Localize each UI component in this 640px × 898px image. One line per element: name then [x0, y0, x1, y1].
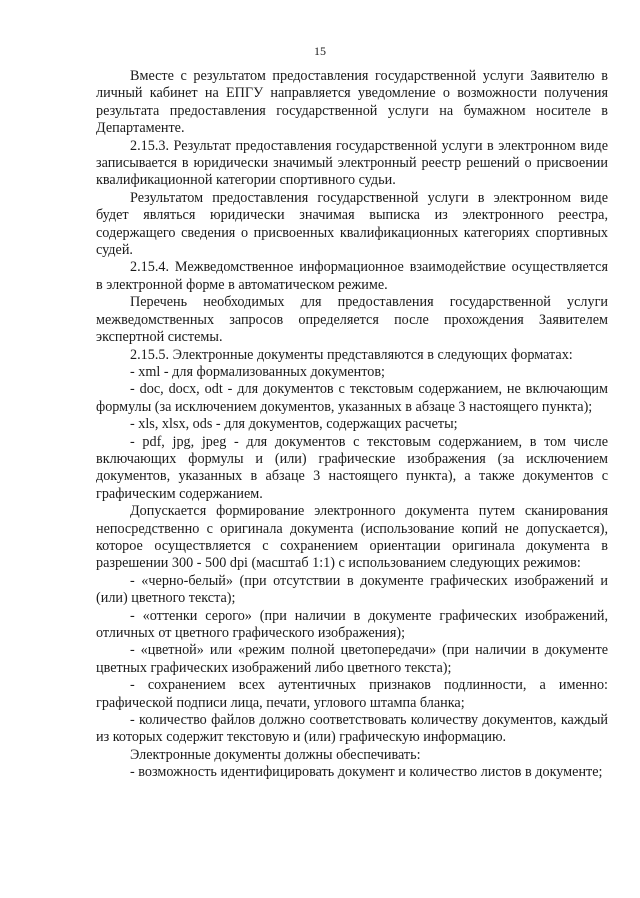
paragraph: Результатом предоставления государственной услуги в электронном виде будет являться юридически значимая выписка из электронного реестра, содержащего сведения о присвоенных квалификационных категориях спортивных судей. [96, 189, 608, 259]
page-number: 15 [314, 44, 326, 58]
paragraph: 2.15.3. Результат предоставления государственной услуги в электронном виде записывается в юридически значимый электронный реестр решений о присвоении квалификационной категории спортивного судьи. [96, 137, 608, 189]
list-item: - xls, xlsx, ods - для документов, содержащих расчеты; [130, 416, 458, 433]
list-item: - doc, docx, odt - для документов с текстовым содержанием, не включающим формулы (за исключением документов, указанных в абзаце 3 настоящего пункта); [96, 381, 608, 415]
list-item: - сохранением всех аутентичных признаков подлинности, а именно: графической подписи лица, печати, углового штампа бланка; [96, 677, 608, 711]
paragraph: Перечень необходимых для предоставления государственной услуги межведомственных запросов определяется после прохождения Заявителем экспертной системы. [96, 294, 608, 346]
list-item: - «цветной» или «режим полной цветопередачи» (при наличии в документе цветных графических изображений либо цветного текста); [96, 642, 608, 676]
paragraph: 2.15.5. Электронные документы представляются в следующих форматах: [130, 346, 573, 363]
document-body [96, 68, 608, 782]
paragraph: Допускается формирование электронного документа путем сканирования непосредственно с оригинала документа (использование копий не допускается), которое осуществляется с сохранением ориентации оригинала документа в разрешении 300 - 500 dpi (масштаб 1:1) с использованием следующих режимов: [96, 503, 608, 572]
list-item: - pdf, jpg, jpeg - для документов с текстовым содержанием, в том числе включающих формулы и (или) графические изображения (за исключением документов, указанных в абзаце 3 настоящего пункта), а также документов с графическим содержанием. [96, 433, 608, 502]
list-item: - xml - для формализованных документов; [130, 363, 385, 380]
list-item: - «черно-белый» (при отсутствии в документе графических изображений и (или) цветного текста); [96, 572, 608, 607]
list-item: - количество файлов должно соответствовать количеству документов, каждый из которых содержит текстовую и (или) графическую информацию. [96, 712, 608, 746]
list-item: - возможность идентифицировать документ и количество листов в документе; [130, 764, 603, 781]
paragraph: Вместе с результатом предоставления государственной услуги Заявителю в личный кабинет на ЕПГУ направляется уведомление о возможности получения результата предоставления государственной услуги на бумажном носителе в Департаменте. [96, 68, 608, 137]
paragraph: Электронные документы должны обеспечивать: [130, 746, 421, 763]
paragraph: 2.15.4. Межведомственное информационное взаимодействие осуществляется в электронной форме в автоматическом режиме. [96, 259, 608, 293]
list-item: - «оттенки серого» (при наличии в документе графических изображений, отличных от цветного графического изображения); [96, 607, 608, 641]
